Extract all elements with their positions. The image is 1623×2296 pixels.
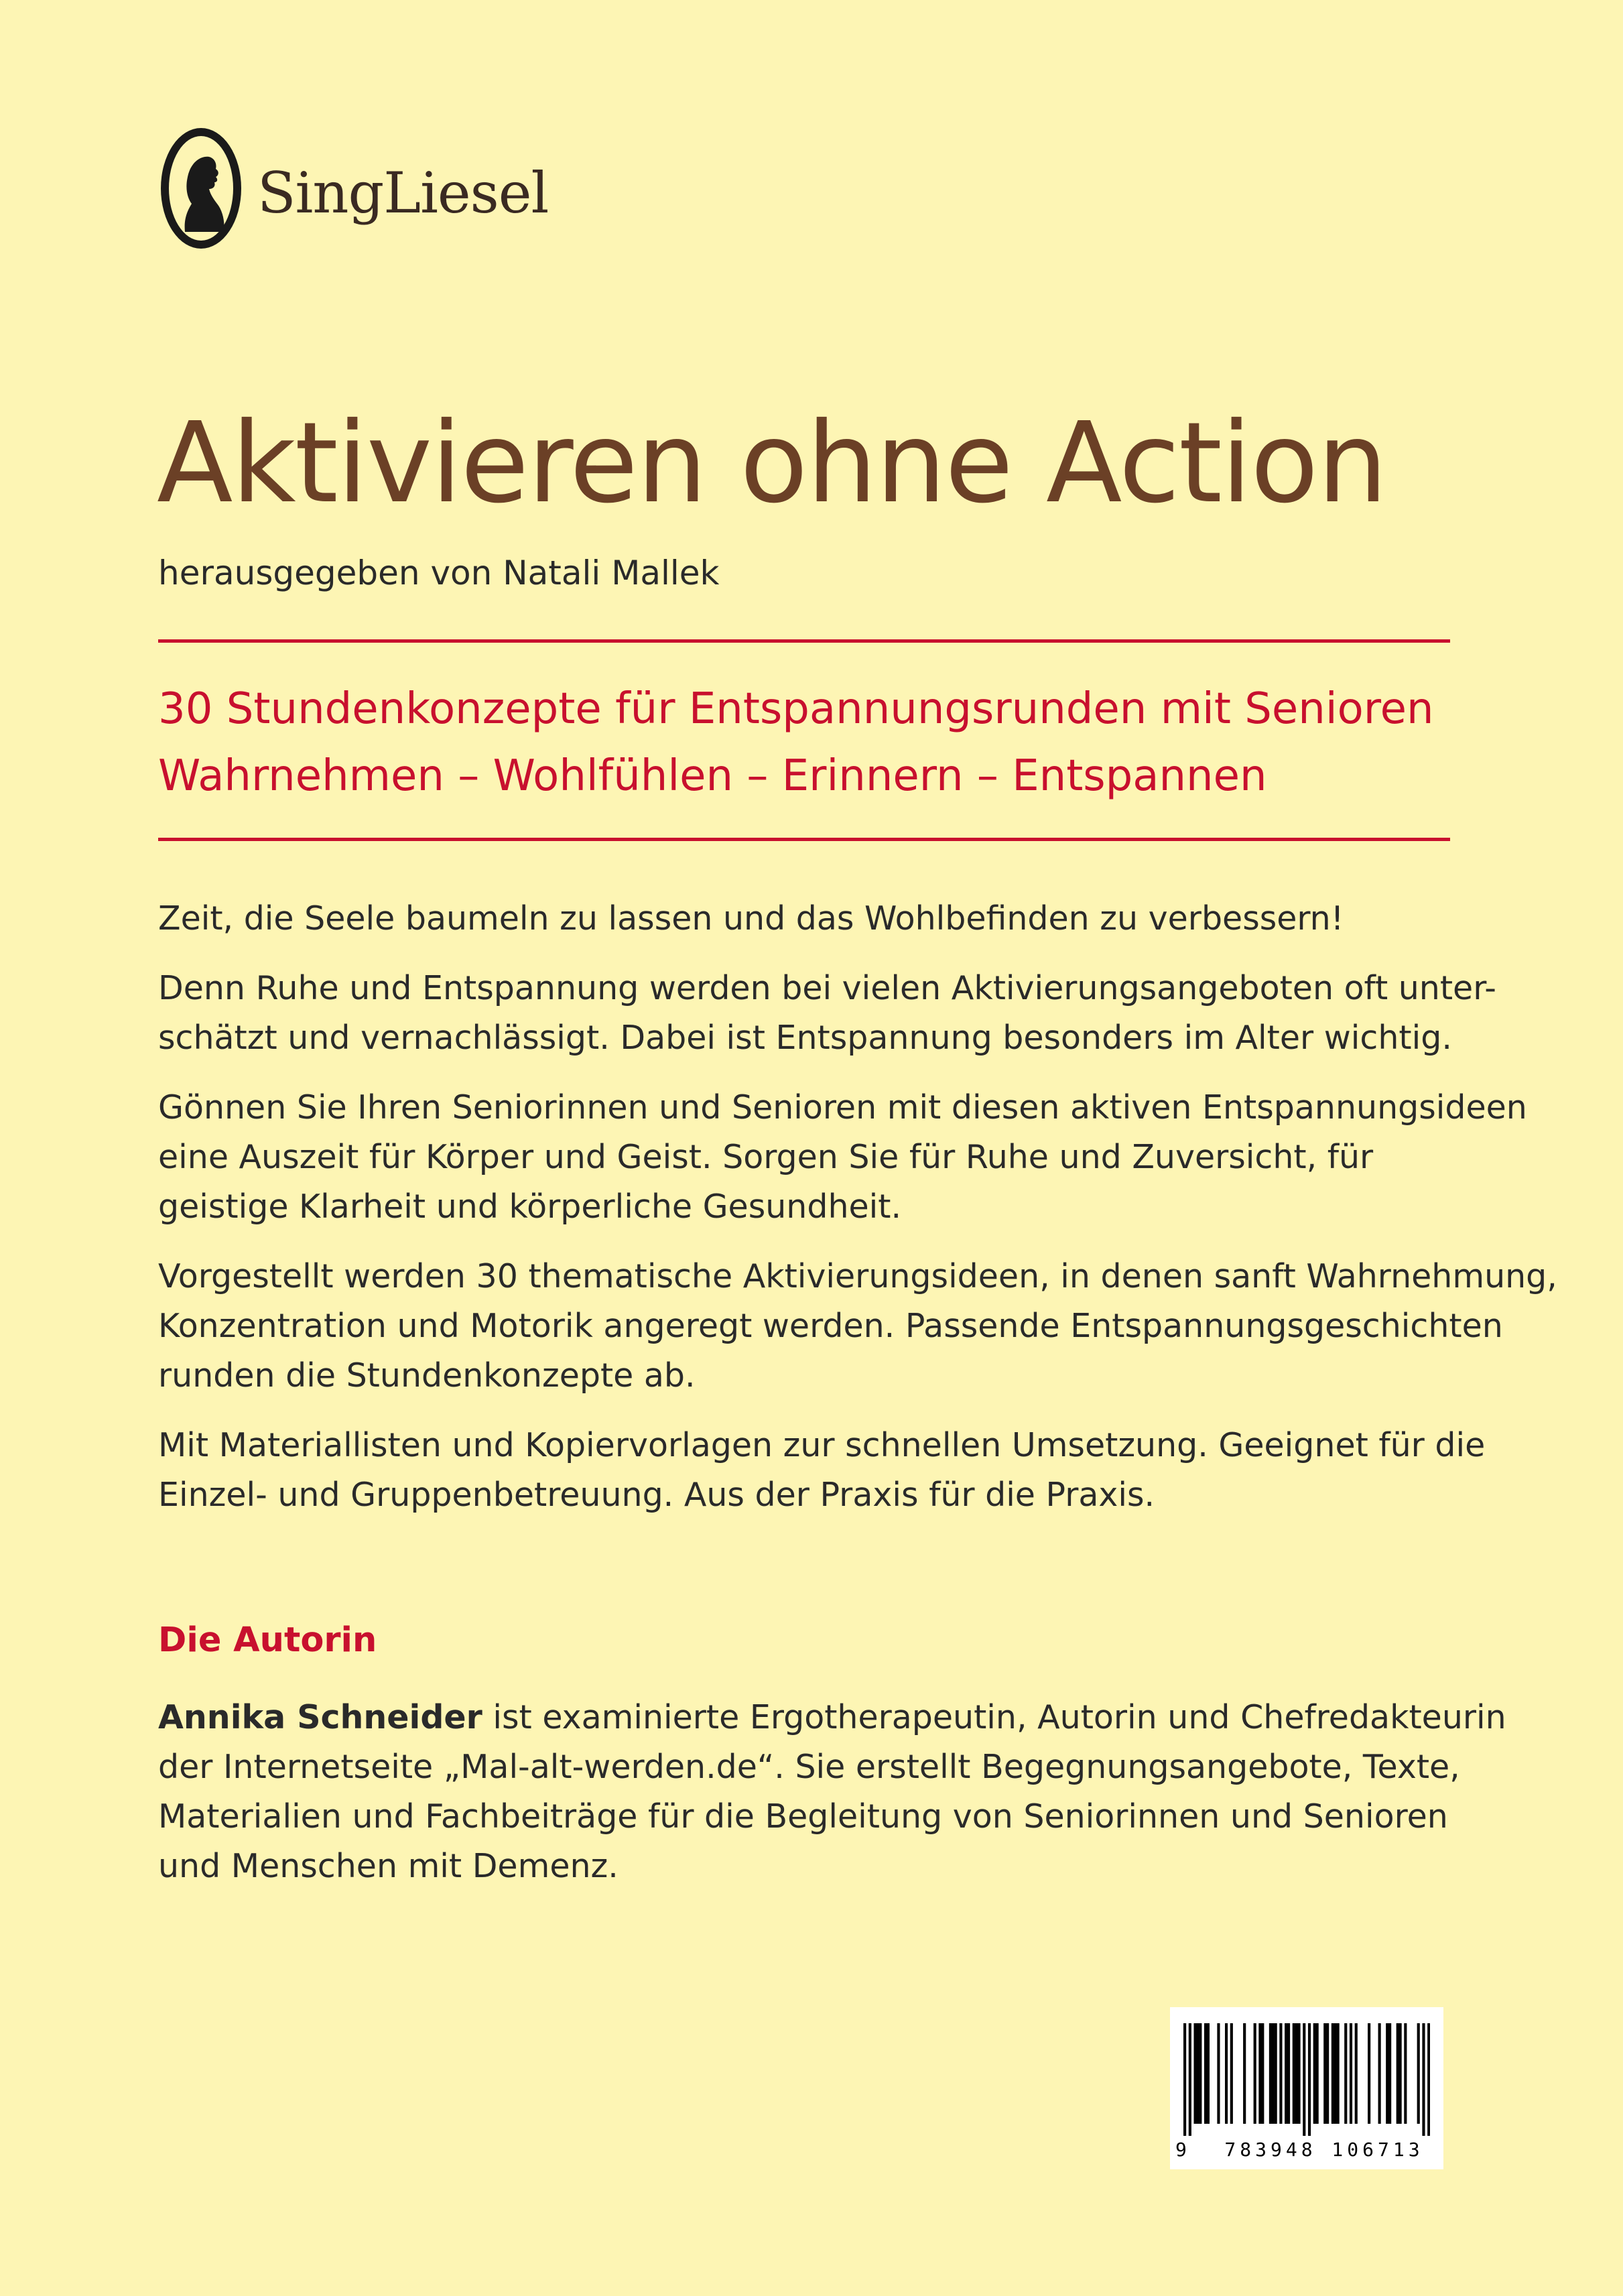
barcode-bar [1422, 2023, 1425, 2136]
blurb-line: Zeit, die Seele baumeln zu lassen und das Wohlbefinden zu verbessern! [158, 899, 1344, 938]
barcode-bar [1386, 2023, 1388, 2124]
blurb-line: Gönnen Sie Ihren Seniorinnen und Senioren mit diesen aktiven Entspannungsideen [158, 1088, 1527, 1127]
brand-logo [158, 125, 548, 252]
barcode-bar [1243, 2023, 1246, 2124]
blurb-line: Mit Materiallisten und Kopiervorlagen zur schnellen Umsetzung. Geeignet für die [158, 1426, 1486, 1464]
blurb-paragraph [158, 1421, 1486, 1520]
barcode-bar [1193, 2023, 1196, 2124]
blurb-line: schätzt und vernachlässigt. Dabei ist Entspannung besonders im Alter wichtig. [158, 1019, 1452, 1057]
blurb [158, 894, 1557, 1540]
barcode-bar [1332, 2023, 1334, 2124]
barcode-bar [1269, 2023, 1272, 2124]
barcode-bar [1303, 2023, 1305, 2136]
subtitle-line-1: 30 Stundenkonzepte für Entspannungsrunden mit Senioren [158, 684, 1434, 734]
cameo-silhouette-icon [158, 125, 244, 252]
blurb-paragraph [158, 894, 1451, 944]
barcode-bar [1355, 2023, 1358, 2124]
barcode-bar [1295, 2023, 1298, 2124]
barcode-bar [1308, 2023, 1311, 2136]
barcode-bar [1254, 2023, 1256, 2124]
barcode-bar [1397, 2023, 1399, 2124]
barcode-bar [1337, 2023, 1340, 2124]
blurb-line: Vorgestellt werden 30 thematische Aktivierungsideen, in denen sanft Wahrnehmung, [158, 1257, 1557, 1295]
blurb-line: eine Auszeit für Körper und Geist. Sorgen Sie für Ruhe und Zuversicht, für [158, 1138, 1374, 1176]
barcode-bar [1316, 2023, 1319, 2124]
barcode-bar [1399, 2023, 1402, 2124]
blurb-paragraph [158, 964, 1496, 1063]
barcode-bar [1183, 2023, 1186, 2136]
barcode-bars [1183, 2023, 1430, 2136]
author-bio-line-1-rest: ist examinierte Ergotherapeutin, Autorin und Chefredakteurin [482, 1698, 1506, 1736]
barcode-bar [1225, 2023, 1228, 2124]
barcode-bar [1344, 2023, 1347, 2124]
barcode-bar [1326, 2023, 1329, 2124]
barcode-bar [1323, 2023, 1326, 2124]
barcode-bar [1204, 2023, 1207, 2124]
barcode-bar [1388, 2023, 1391, 2124]
barcode-bar [1217, 2023, 1220, 2124]
barcode-bar [1272, 2023, 1275, 2124]
barcode-bar [1404, 2023, 1407, 2124]
author-bio-line [158, 1693, 1506, 1742]
barcode-bar [1293, 2023, 1295, 2124]
barcode-bar [1285, 2023, 1287, 2124]
barcode-bar [1297, 2023, 1300, 2124]
brand-name: SingLiesel [257, 160, 549, 226]
barcode-bar [1279, 2023, 1282, 2124]
subtitle-line-2: Wahrnehmen – Wohlfühlen – Erinnern – Entspannen [158, 751, 1267, 801]
barcode-bar [1350, 2023, 1352, 2124]
barcode-bar [1196, 2023, 1199, 2124]
book-editor: herausgegeben von Natali Mallek [158, 554, 720, 592]
barcode-bar [1261, 2023, 1264, 2124]
barcode-bar [1207, 2023, 1210, 2124]
blurb-line: runden die Stundenkonzepte ab. [158, 1356, 696, 1395]
book-title: Aktivieren ohne Action [157, 399, 1386, 528]
barcode-bar [1427, 2023, 1430, 2136]
barcode-lead-digit: 9 [1175, 2139, 1187, 2161]
isbn-barcode [1170, 2007, 1443, 2169]
barcode-bar [1417, 2023, 1420, 2124]
barcode-bar [1287, 2023, 1290, 2124]
author-heading: Die Autorin [158, 1620, 377, 1660]
blurb-line: geistige Klarheit und körperliche Gesundheit. [158, 1188, 902, 1226]
barcode-bar [1378, 2023, 1381, 2124]
barcode-bar [1275, 2023, 1277, 2124]
blurb-line: Denn Ruhe und Entspannung werden bei vielen Aktivierungsangeboten oft unter- [158, 969, 1496, 1007]
author-name: Annika Schneider [158, 1698, 482, 1736]
author-bio [158, 1693, 1506, 1891]
blurb-paragraph [158, 1252, 1557, 1401]
barcode-bar [1313, 2023, 1316, 2124]
blurb-line: Konzentration und Motorik angeregt werden. Passende Entspannungsgeschichten [158, 1307, 1503, 1345]
barcode-digits: 783948 106713 [1224, 2139, 1424, 2161]
blurb-line: Einzel- und Gruppenbetreuung. Aus der Praxis für die Praxis. [158, 1476, 1155, 1514]
barcode-bar [1368, 2023, 1370, 2124]
barcode-bar [1230, 2023, 1233, 2124]
subtitle [158, 676, 1434, 810]
author-bio-line: der Internetseite „Mal-alt-werden.de“. Sie erstellt Begegnungsangebote, Texte, [158, 1748, 1460, 1786]
author-bio-line: und Menschen mit Demenz. [158, 1847, 619, 1885]
divider-bottom [158, 838, 1450, 841]
barcode-bar [1189, 2023, 1191, 2136]
blurb-paragraph [158, 1083, 1527, 1232]
divider-top [158, 639, 1450, 643]
barcode-bar [1334, 2023, 1337, 2124]
barcode-bar [1258, 2023, 1261, 2124]
author-bio-line: Materialien und Fachbeiträge für die Begleitung von Seniorinnen und Senioren [158, 1797, 1448, 1836]
barcode-bar [1199, 2023, 1202, 2124]
